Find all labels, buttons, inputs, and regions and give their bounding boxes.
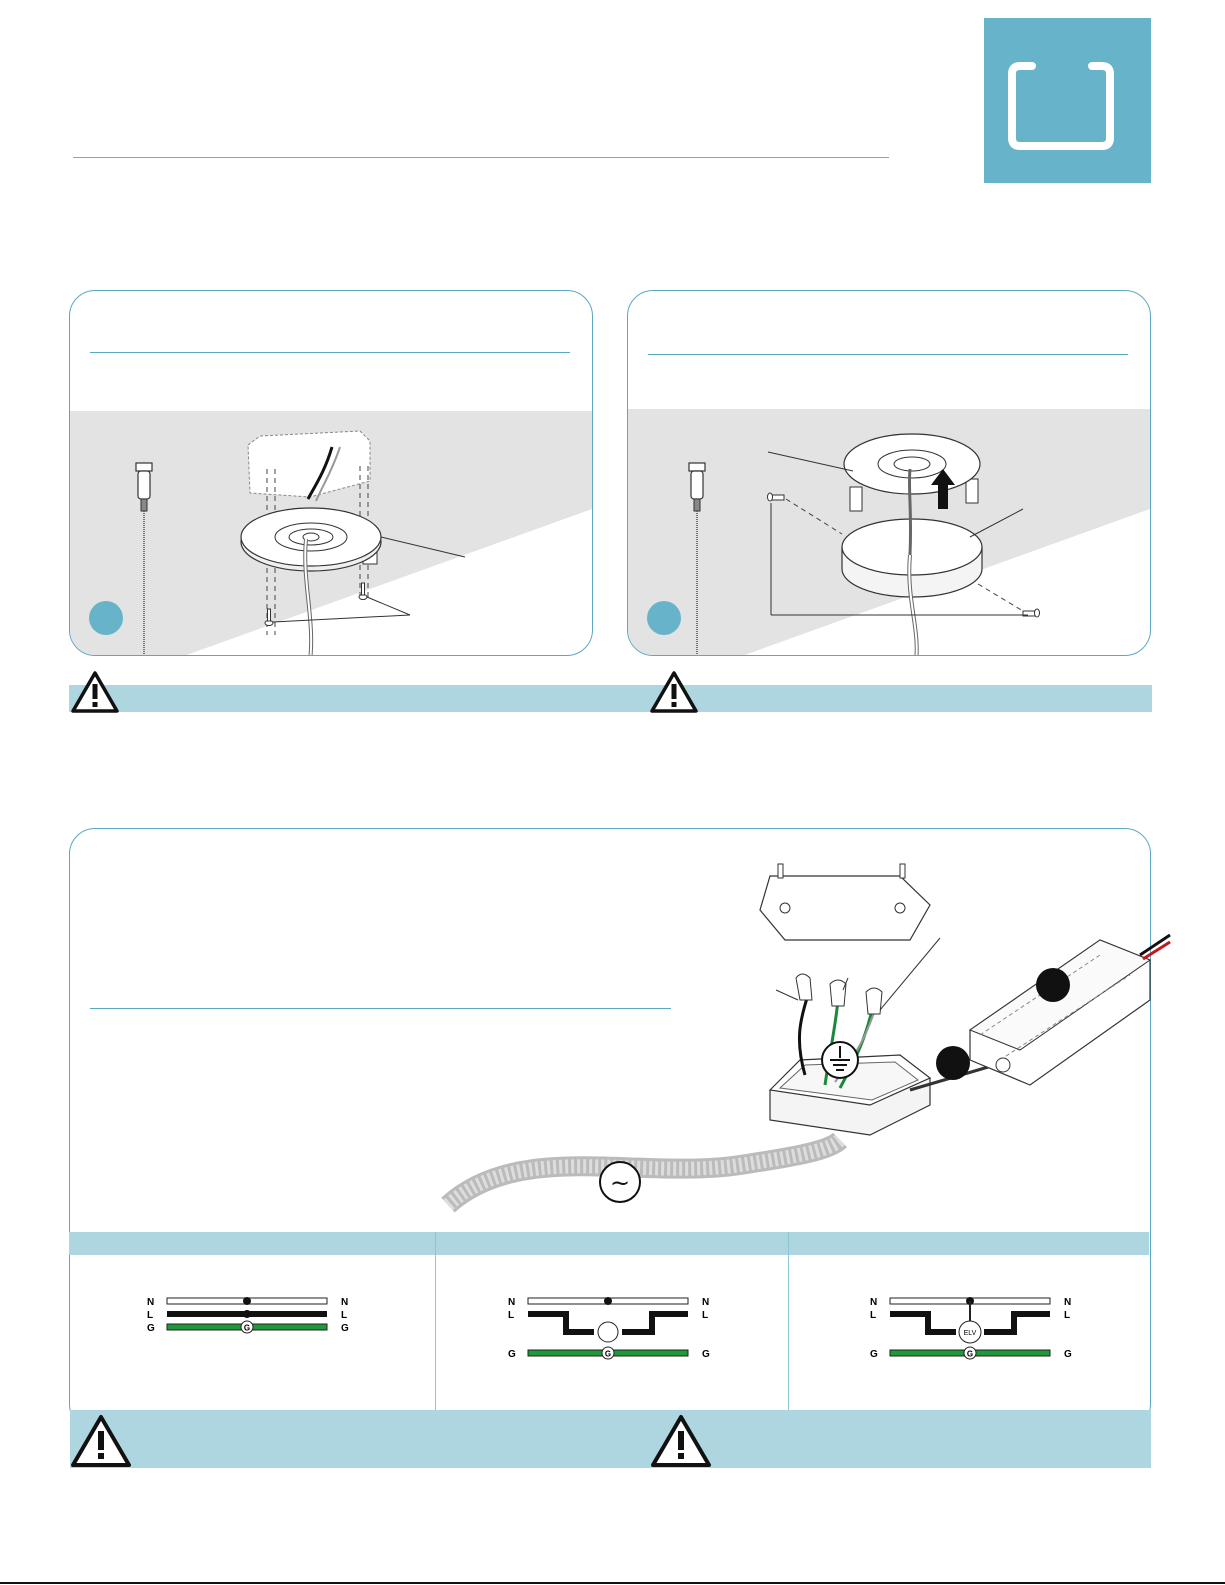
step-panel-2	[627, 290, 1151, 656]
footer-rule	[0, 1582, 1225, 1584]
warning-triangle-icon	[70, 1414, 132, 1468]
row-label-n: N	[147, 1297, 155, 1308]
warning-triangle-icon	[70, 670, 120, 714]
row-label-n-right: N	[1064, 1297, 1072, 1308]
warning-bar-2	[70, 1410, 1151, 1468]
row-label-n: N	[508, 1297, 516, 1308]
ceiling-plate-exploded-illustration	[70, 411, 592, 656]
row-label-l-right: L	[702, 1310, 709, 1321]
ground-symbol: G	[604, 1349, 612, 1359]
canopy-attach-illustration	[628, 409, 1150, 656]
row-label-l-right: L	[341, 1310, 348, 1321]
open-bracket-icon	[984, 18, 1151, 183]
step-panel-2-divider	[648, 354, 1128, 355]
row-label-n-right: N	[341, 1297, 349, 1308]
row-label-g: G	[147, 1323, 155, 1334]
row-label-n: N	[870, 1297, 878, 1308]
row-label-g-right: G	[1064, 1349, 1072, 1360]
step-badge-2	[647, 601, 681, 635]
direct-wiring-diagram	[145, 1295, 375, 1355]
row-label-g: G	[870, 1349, 878, 1360]
diagram-header-1	[69, 1232, 435, 1255]
step-panel-1-divider	[90, 352, 570, 353]
diagram-header-3	[788, 1232, 1149, 1255]
row-label-g-right: G	[341, 1323, 349, 1334]
title-divider	[73, 157, 889, 158]
warning-triangle-icon	[649, 670, 699, 714]
ground-symbol: G	[243, 1323, 251, 1333]
diagram-header-2	[435, 1232, 788, 1255]
row-label-g-right: G	[702, 1349, 710, 1360]
ac-symbol: ~	[609, 1169, 631, 1197]
diagram-divider-1	[435, 1232, 436, 1410]
warning-bar-1	[69, 685, 1152, 712]
dimmer-device-label: ELV	[963, 1330, 977, 1337]
row-label-l: L	[508, 1310, 515, 1321]
row-label-l: L	[870, 1310, 877, 1321]
step-badge-1	[89, 601, 123, 635]
row-label-n-right: N	[702, 1297, 710, 1308]
row-label-l-right: L	[1064, 1310, 1071, 1321]
step-panel-1	[69, 290, 593, 656]
row-label-g: G	[508, 1349, 516, 1360]
diagram-divider-2	[788, 1232, 789, 1410]
switch-wiring-diagram	[506, 1295, 736, 1375]
ground-symbol: G	[966, 1349, 974, 1359]
brand-tab	[984, 18, 1151, 183]
row-label-l: L	[147, 1310, 154, 1321]
dimmer-wiring-diagram	[868, 1295, 1098, 1375]
junction-box-driver-illustration	[440, 860, 1160, 1220]
warning-triangle-icon	[650, 1414, 712, 1468]
